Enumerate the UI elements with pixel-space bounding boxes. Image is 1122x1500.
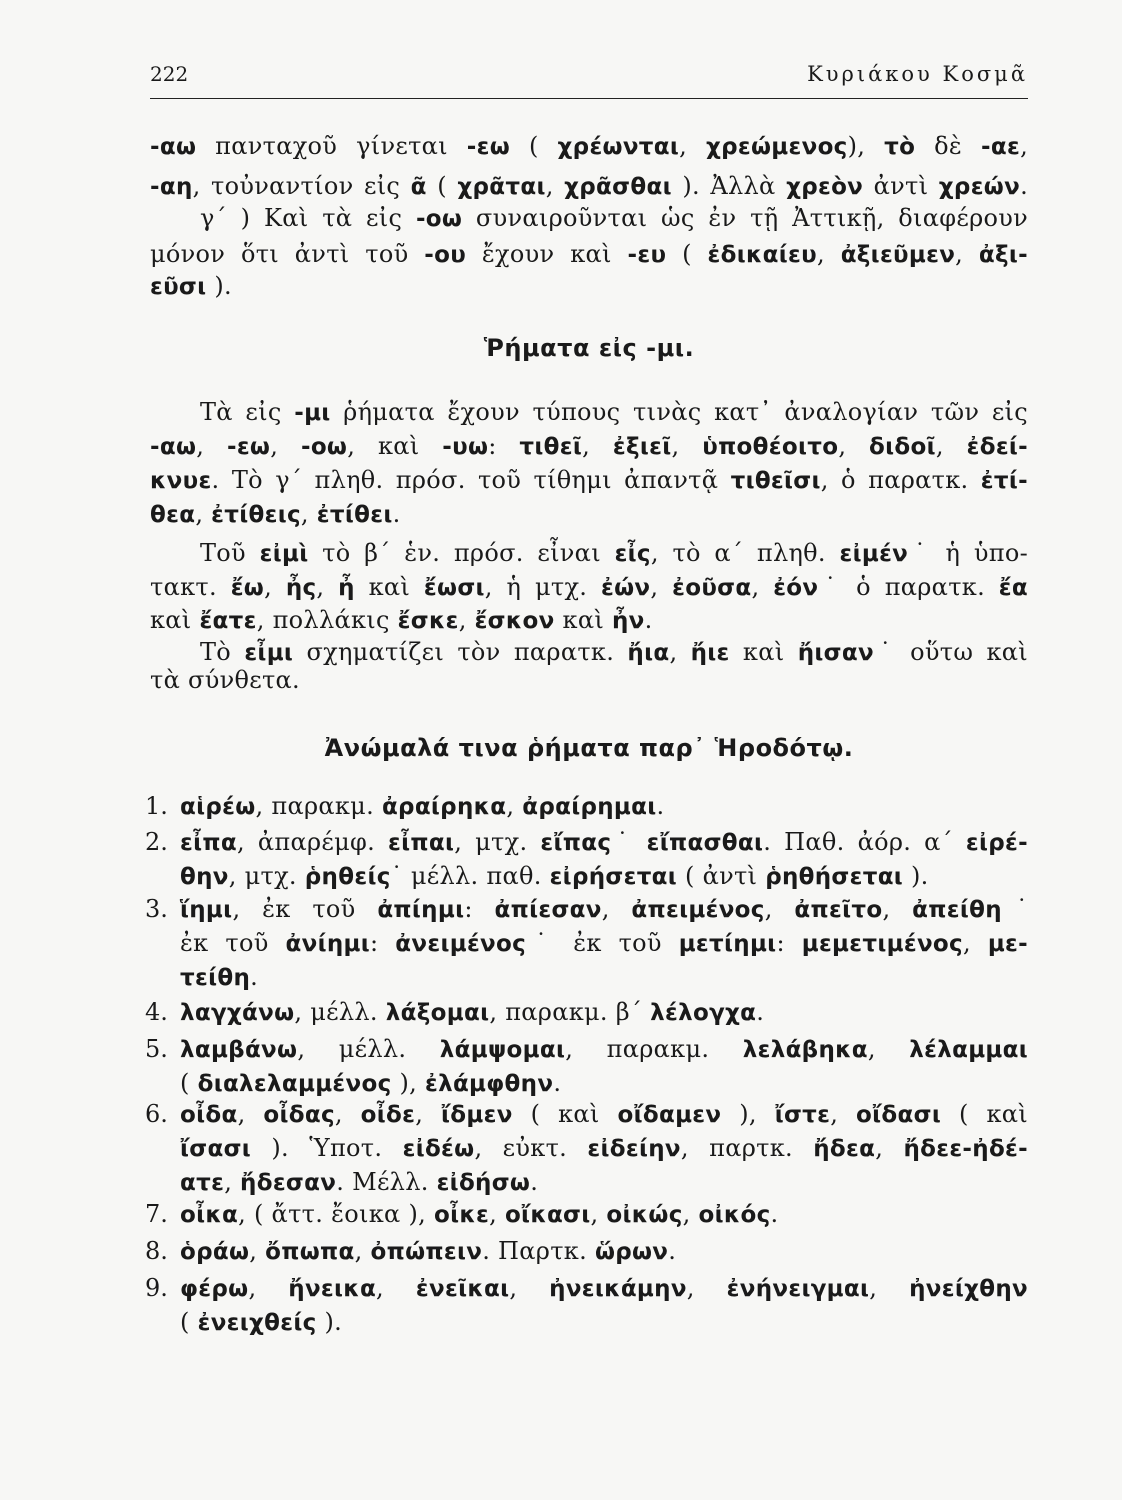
text-line: -αω, -εω, -οω, καὶ -υω: τιθεῖ, ἐξιεῖ, ὑποθέοιτο, διδοῖ, ἐδεί-: [150, 432, 1029, 460]
list-item-line: εἶπα, ἀπαρέμφ. εἶπαι, μτχ. εἴπας˙ εἴπασθαι. Παθ. ἀόρ. α´ εἰρέ-: [180, 828, 1028, 856]
running-head: Κυριάκου Κοσμᾶ: [807, 62, 1028, 86]
section-heading-anomala: Ἀνώμαλά τινα ῥήματα παρ᾽ Ἡροδότῳ.: [324, 734, 854, 762]
list-item-number: 4.: [145, 998, 168, 1026]
text-line: τακτ. ἔω, ἦς, ἦ καὶ ἔωσι, ἡ μτχ. ἐών, ἐοῦσα, ἐόν˙ ὁ παρατκ. ἔα: [150, 573, 1029, 601]
list-item-number: 6.: [145, 1100, 168, 1128]
text-line: θεα, ἐτίθεις, ἐτίθει.: [150, 500, 401, 528]
text-line: καὶ ἔατε, πολλάκις ἔσκε, ἔσκον καὶ ἦν.: [150, 606, 653, 634]
text-line: Τὰ εἰς -μι ῥήματα ἔχουν τύπους τινὰς κατ᾽ ἀναλογίαν τῶν εἰς: [200, 398, 1029, 426]
page-number: 222: [150, 62, 189, 86]
list-item-line: ατε, ἤδεσαν. Μέλλ. εἰδήσω.: [180, 1168, 539, 1196]
list-item-number: 3.: [145, 895, 168, 923]
text-line: εῦσι ).: [150, 272, 232, 300]
text-line: μόνον ὅτι ἀντὶ τοῦ -ου ἔχουν καὶ -ευ ( ἐδικαίευ, ἀξιεῦμεν, ἀξι-: [150, 240, 1029, 268]
text-line: -αη, τοὐναντίον εἰς ᾶ ( χρᾶται, χρᾶσθαι ). Ἀλλὰ χρεὸν ἀντὶ χρεών.: [150, 172, 1028, 200]
page-header: [150, 58, 1028, 99]
list-item-line: ἐκ τοῦ ἀνίημι: ἀνειμένος˙ ἐκ τοῦ μετίημι: μεμετιμένος, με-: [180, 929, 1028, 957]
list-item-number: 7.: [145, 1200, 168, 1228]
list-item-line: ἴσασι ). Ὑποτ. εἰδέω, εὐκτ. εἰδείην, παρτκ. ἤδεα, ἤδεε-ἠδέ-: [180, 1134, 1029, 1162]
list-item-number: 9.: [145, 1274, 168, 1302]
list-item-number: 2.: [145, 828, 168, 856]
text-line: Τοῦ εἰμὶ τὸ β´ ἑν. πρόσ. εἶναι εἶς, τὸ α´ πληθ. εἰμέν˙ ἡ ὑπο-: [200, 539, 1028, 567]
text-line: Τὸ εἶμι σχηματίζει τὸν παρατκ. ἤια, ἤιε καὶ ἤισαν˙ οὕτω καὶ: [200, 638, 1028, 666]
text-line: -αω πανταχοῦ γίνεται -εω ( χρέωνται, χρεώμενος), τὸ δὲ -αε,: [150, 132, 1028, 160]
list-item-line: ( ἐνειχθείς ).: [180, 1308, 343, 1336]
list-item-number: 5.: [145, 1035, 168, 1063]
section-heading-mi: Ῥήματα εἰς -μι.: [483, 334, 695, 362]
text-line: γ´ ) Καὶ τὰ εἰς -οω συναιροῦνται ὡς ἐν τῇ Ἀττικῇ, διαφέρουν: [200, 204, 1029, 232]
list-item-line: ( διαλελαμμένος ), ἐλάμφθην.: [180, 1069, 562, 1097]
list-item-line: λαμβάνω, μέλλ. λάμψομαι, παρακμ. λελάβηκα, λέλαμμαι: [180, 1035, 1029, 1063]
list-item-line: αἱρέω, παρακμ. ἀραίρηκα, ἀραίρημαι.: [180, 792, 665, 820]
list-item-number: 8.: [145, 1237, 168, 1265]
list-item-line: ἵημι, ἐκ τοῦ ἀπίημι: ἀπίεσαν, ἀπειμένος, ἀπεῖτο, ἀπείθη˙: [180, 895, 1029, 923]
list-item-line: λαγχάνω, μέλλ. λάξομαι, παρακμ. β´ λέλογχα.: [180, 998, 765, 1026]
text-line: κνυε. Τὸ γ´ πληθ. πρόσ. τοῦ τίθημι ἀπαντᾷ τιθεῖσι, ὁ παρατκ. ἐτί-: [150, 466, 1028, 494]
text-line: τὰ σύνθετα.: [150, 666, 300, 694]
list-item-line: οἶδα, οἶδας, οἶδε, ἴδμεν ( καὶ οἴδαμεν ), ἴστε, οἴδασι ( καὶ: [180, 1100, 1029, 1128]
list-item-line: ὁράω, ὄπωπα, ὀπώπειν. Παρτκ. ὥρων.: [180, 1237, 677, 1265]
list-item-line: θην, μτχ. ῥηθείς˙ μέλλ. παθ. εἰρήσεται ( ἀντὶ ῥηθήσεται ).: [180, 862, 929, 890]
list-item-number: 1.: [145, 792, 168, 820]
list-item-line: τείθη.: [180, 963, 259, 991]
list-item-line: φέρω, ἤνεικα, ἐνεῖκαι, ἠνεικάμην, ἐνήνειγμαι, ἠνείχθην: [180, 1274, 1029, 1302]
list-item-line: οἶκα, ( ἄττ. ἔοικα ), οἶκε, οἴκασι, οἰκώς, οἰκός.: [180, 1200, 779, 1228]
